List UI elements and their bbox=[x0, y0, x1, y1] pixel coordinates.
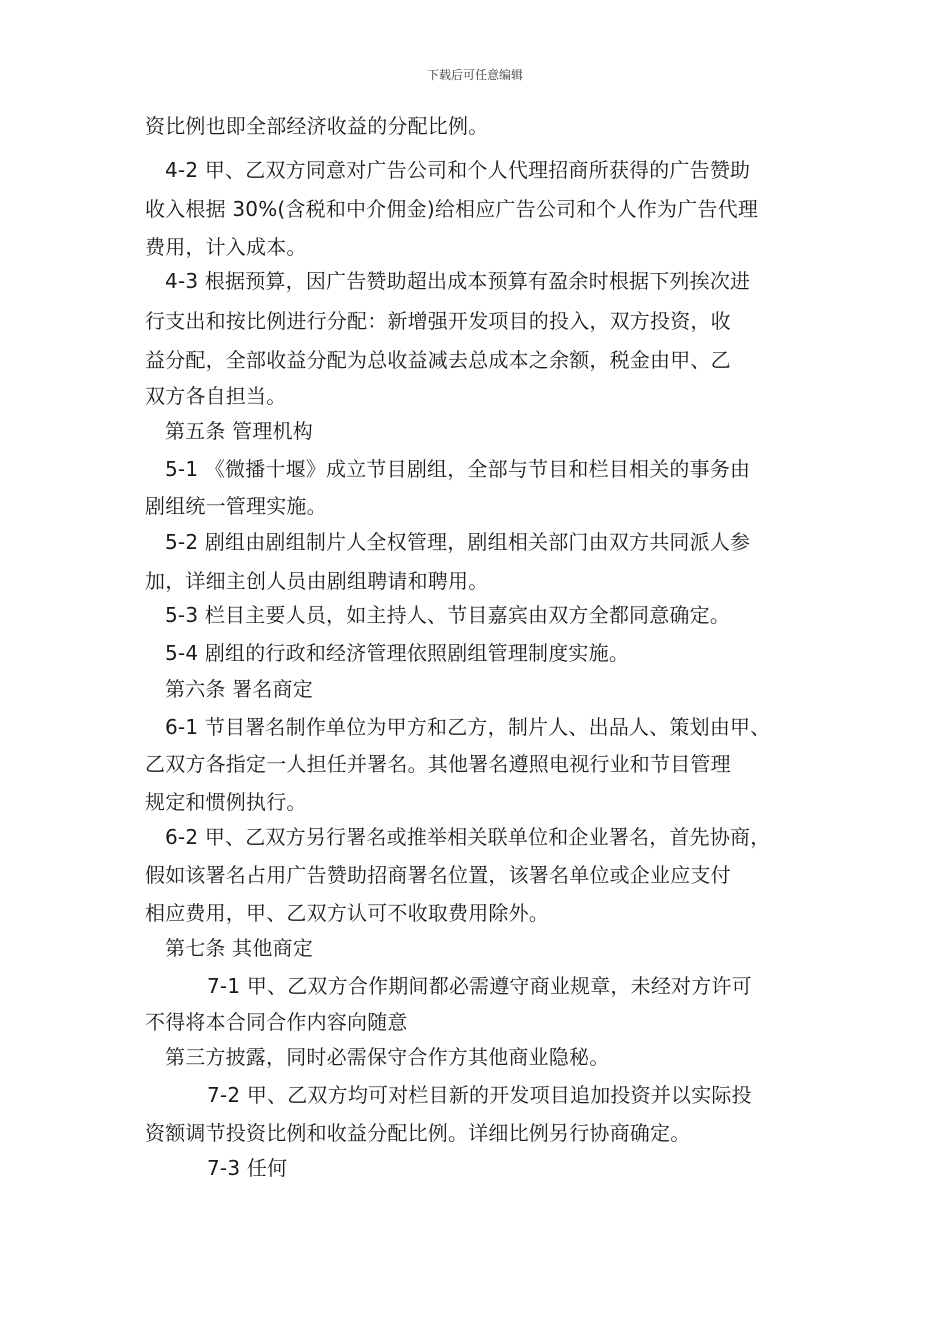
paragraph-line: 加，详细主创人员由剧组聘请和聘用。 bbox=[145, 569, 489, 593]
paragraph-line: 4-3 根据预算，因广告赞助超出成本预算有盈余时根据下列挨次进 bbox=[165, 269, 751, 293]
paragraph-line: 双方各自担当。 bbox=[145, 384, 287, 408]
paragraph-line: 收入根据 30%(含税和中介佣金)给相应广告公司和个人作为广告代理 bbox=[145, 197, 759, 221]
paragraph-line: 费用，计入成本。 bbox=[145, 235, 307, 259]
paragraph-line: 剧组统一管理实施。 bbox=[145, 494, 327, 518]
paragraph-line: 5-2 剧组由剧组制片人全权管理，剧组相关部门由双方共同派人参 bbox=[165, 530, 751, 554]
page-header: 下载后可任意编辑 bbox=[426, 68, 523, 82]
paragraph-line: 行支出和按比例进行分配：新增强开发项目的投入，双方投资，收 bbox=[145, 309, 731, 333]
paragraph-line: 益分配，全部收益分配为总收益减去总成本之余额，税金由甲、乙 bbox=[145, 348, 731, 372]
paragraph-line: 假如该署名占用广告赞助招商署名位置，该署名单位或企业应支付 bbox=[145, 863, 731, 887]
paragraph-line: 7-1 甲、乙双方合作期间都必需遵守商业规章，未经对方许可 bbox=[207, 974, 752, 998]
paragraph-line: 7-2 甲、乙双方均可对栏目新的开发项目追加投资并以实际投 bbox=[207, 1083, 752, 1107]
paragraph-line: 6-2 甲、乙双方另行署名或推举相关联单位和企业署名，首先协商， bbox=[165, 825, 771, 849]
paragraph-line: 资额调节投资比例和收益分配比例。详细比例另行协商确定。 bbox=[145, 1121, 691, 1145]
paragraph-line: 4-2 甲、乙双方同意对广告公司和个人代理招商所获得的广告赞助 bbox=[165, 158, 751, 182]
section-heading: 第七条 其他商定 bbox=[165, 936, 313, 960]
paragraph-line: 第三方披露，同时必需保守合作方其他商业隐秘。 bbox=[165, 1045, 610, 1069]
paragraph-line: 相应费用，甲、乙双方认可不收取费用除外。 bbox=[145, 901, 549, 925]
paragraph-line: 资比例也即全部经济收益的分配比例。 bbox=[145, 114, 489, 138]
section-heading: 第五条 管理机构 bbox=[165, 419, 313, 443]
paragraph-line: 不得将本合同合作内容向随意 bbox=[145, 1010, 408, 1034]
paragraph-line: 5-4 剧组的行政和经济管理依照剧组管理制度实施。 bbox=[165, 641, 630, 665]
section-heading: 第六条 署名商定 bbox=[165, 677, 313, 701]
paragraph-line: 5-3 栏目主要人员，如主持人、节目嘉宾由双方全都同意确定。 bbox=[165, 603, 731, 627]
paragraph-line: 5-1 《微播十堰》成立节目剧组，全部与节目和栏目相关的事务由 bbox=[165, 457, 751, 481]
paragraph-line: 7-3 任何 bbox=[207, 1156, 288, 1180]
paragraph-line: 规定和惯例执行。 bbox=[145, 790, 307, 814]
paragraph-line: 乙双方各指定一人担任并署名。其他署名遵照电视行业和节目管理 bbox=[145, 752, 731, 776]
paragraph-line: 6-1 节目署名制作单位为甲方和乙方，制片人、出品人、策划由甲、 bbox=[165, 715, 771, 739]
